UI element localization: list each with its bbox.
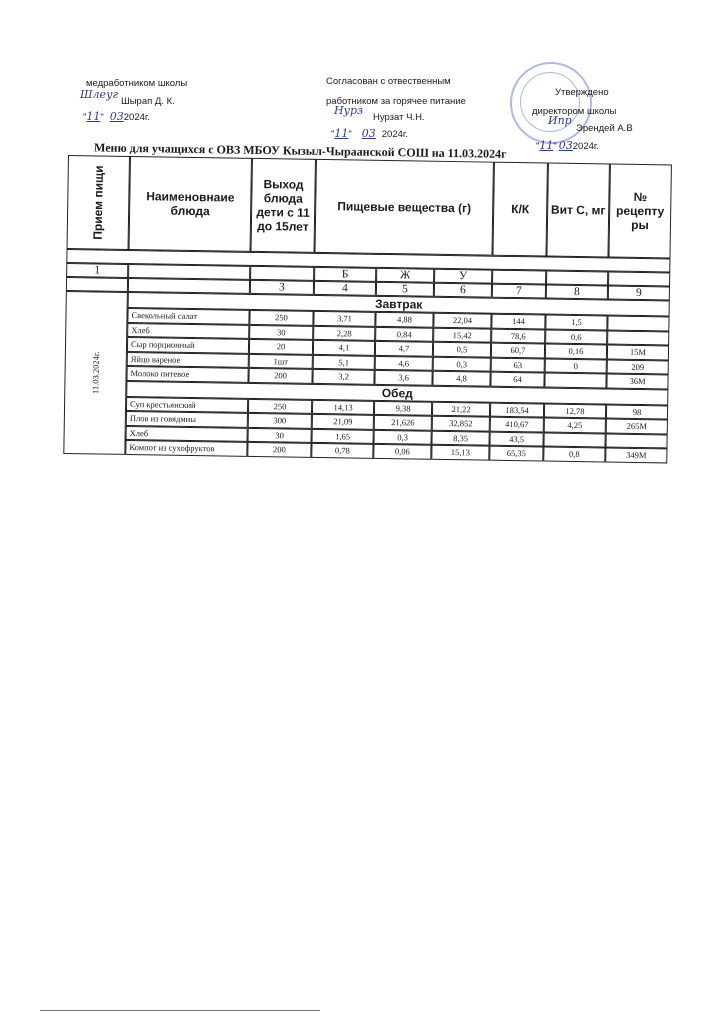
- table-cell: 9,38: [374, 400, 432, 415]
- dish-name: Суп крестьянский: [126, 396, 248, 412]
- index-row-1-cell: [608, 272, 670, 287]
- index-row-2-cell: 4: [314, 281, 376, 296]
- approver-left-date: "11" 032024г.: [83, 110, 150, 123]
- table-cell: 3,2: [312, 369, 374, 384]
- table-cell: 4,8: [432, 371, 490, 386]
- table-cell: 144: [491, 314, 545, 329]
- table-cell: 0: [545, 358, 607, 373]
- approver-left-name: Шырап Д. К.: [121, 96, 175, 107]
- dish-name: Сыр порционный: [127, 337, 249, 353]
- bottom-rule: [40, 1010, 320, 1011]
- table-cell: 0,78: [311, 443, 373, 458]
- table-cell: 0,06: [373, 444, 431, 459]
- table-cell: 2,28: [313, 325, 375, 340]
- index-row-2-cell: 9: [608, 285, 670, 300]
- dish-name: Молоко питевое: [126, 366, 248, 382]
- index-row-2-cell: 3: [250, 280, 314, 295]
- approver-right-name: Эрендей А.В: [576, 123, 633, 134]
- approver-center-role1: Согласован с отвественным: [326, 76, 451, 87]
- dish-name: Хлеб: [126, 425, 248, 441]
- header-portion: Выход блюда дети с 11 до 15лет: [251, 158, 316, 253]
- table-cell: 4,1: [313, 340, 375, 355]
- index-row-1-cell: У: [434, 269, 492, 284]
- header-dish: Наименовнаие блюда: [129, 156, 252, 252]
- table-cell: 209: [607, 359, 669, 374]
- table-cell: 410,67: [490, 417, 544, 432]
- table-cell: 300: [248, 413, 312, 429]
- table-cell: 4,6: [375, 355, 433, 370]
- dish-name: Свекольный салат: [127, 308, 249, 324]
- signature-center: Нурз: [334, 104, 364, 117]
- header-kcal: К/К: [492, 162, 547, 257]
- section-title: Завтрак: [128, 292, 670, 317]
- table-cell: 1шт: [249, 353, 313, 369]
- table-cell: 4,25: [544, 418, 606, 433]
- table-cell: 15,13: [431, 445, 489, 460]
- table-cell: 65,35: [489, 446, 543, 461]
- index-row-2-cell: 5: [376, 282, 434, 297]
- table-cell: 30: [248, 427, 312, 443]
- table-cell: 21,09: [312, 414, 374, 429]
- table-cell: 3,6: [374, 370, 432, 385]
- signature-left: Шлеуг: [80, 88, 119, 101]
- header-nutrients: Пищевые вещества (г): [314, 159, 493, 256]
- table-cell: [607, 330, 669, 345]
- index-row-1-cell: Б: [314, 267, 376, 282]
- index-row-1-cell: [250, 266, 314, 281]
- table-cell: 1,5: [545, 315, 607, 330]
- table-cell: 15,42: [433, 327, 491, 342]
- table-cell: [607, 315, 669, 330]
- table-cell: 30: [249, 324, 313, 340]
- dish-name: Яйцо вареное: [127, 351, 249, 367]
- date-column: [63, 291, 128, 454]
- menu-table: [62, 140, 672, 524]
- table-cell: 4,7: [375, 341, 433, 356]
- table-cell: 0,3: [374, 429, 432, 444]
- table-cell: 21,22: [432, 401, 490, 416]
- table-cell: 0,84: [375, 326, 433, 341]
- table-cell: 36М: [606, 373, 668, 388]
- index-row-2-cell: 8: [546, 285, 608, 300]
- approver-center-role2: работником за горячее питание: [326, 96, 466, 107]
- table-cell: [543, 432, 605, 447]
- table-cell: 14,13: [312, 399, 374, 414]
- table-cell: 60,7: [491, 343, 545, 358]
- approver-center-name: Нурзат Ч.Н.: [373, 112, 425, 123]
- approver-right-role2: директором школы: [532, 106, 617, 117]
- table-cell: 265М: [606, 418, 668, 433]
- index-row-2-cell: 6: [434, 283, 492, 298]
- index-row-1-cell: [546, 271, 608, 286]
- header-meal: Прием пищи: [67, 155, 130, 250]
- table-cell: 32,852: [432, 416, 490, 431]
- index-row-1-cell: [492, 270, 546, 285]
- table-cell: 0,3: [433, 356, 491, 371]
- signature-right: Ипр: [548, 114, 572, 127]
- table-cell: [544, 373, 606, 388]
- table-cell: 8,35: [431, 430, 489, 445]
- table-cell: 1,65: [312, 428, 374, 443]
- table-cell: 4,88: [375, 312, 433, 327]
- approver-left-role: медработником школы: [86, 78, 188, 89]
- table-cell: 20: [249, 339, 313, 355]
- table-cell: 43,5: [489, 431, 543, 446]
- table-cell: 78,6: [491, 328, 545, 343]
- table-cell: 3,71: [313, 311, 375, 326]
- table-cell: 22,04: [433, 313, 491, 328]
- table-cell: 349М: [605, 447, 667, 462]
- table-cell: 98: [606, 404, 668, 419]
- table-cell: 200: [247, 442, 311, 458]
- approver-right-role1: Утверждено: [555, 87, 609, 98]
- dish-name: Компот из сухофруктов: [125, 440, 247, 456]
- table-cell: 0,5: [433, 342, 491, 357]
- document-title: Меню для учащихся с ОВЗ МБОУ Кызыл-Чыраанской СОШ на 11.03.2024г: [94, 140, 507, 161]
- table-cell: 21,626: [374, 415, 432, 430]
- header-vitc: Вит С, мг: [546, 163, 609, 258]
- table-cell: 0,6: [545, 329, 607, 344]
- date-label: 11.03.2024г.: [90, 351, 101, 395]
- header-recipe: № рецепту ры: [608, 164, 671, 259]
- index-row-2-cell: [66, 277, 128, 292]
- table-cell: 183,54: [490, 402, 544, 417]
- table-cell: 0,8: [543, 447, 605, 462]
- approver-center-date: "11" 03 2024г.: [331, 127, 408, 140]
- table-cell: 12,78: [544, 403, 606, 418]
- index-row-2-cell: 7: [492, 284, 546, 299]
- table-cell: 250: [249, 310, 313, 326]
- table-cell: 5,1: [313, 354, 375, 369]
- index-row-1-cell: 1: [66, 263, 128, 278]
- table-cell: 63: [491, 357, 545, 372]
- section-title: Обед: [126, 380, 668, 405]
- dish-name: Хлеб: [127, 322, 249, 338]
- table-cell: 200: [248, 368, 312, 384]
- dish-name: Плов из говядмны: [126, 411, 248, 427]
- table-cell: [605, 433, 667, 448]
- index-row-1-cell: Ж: [376, 268, 434, 283]
- table-cell: 250: [248, 398, 312, 414]
- table-cell: 15М: [607, 344, 669, 359]
- table-cell: 0,16: [545, 344, 607, 359]
- table-cell: 64: [490, 372, 544, 387]
- approver-right-date: "11" 032024г.: [536, 139, 599, 152]
